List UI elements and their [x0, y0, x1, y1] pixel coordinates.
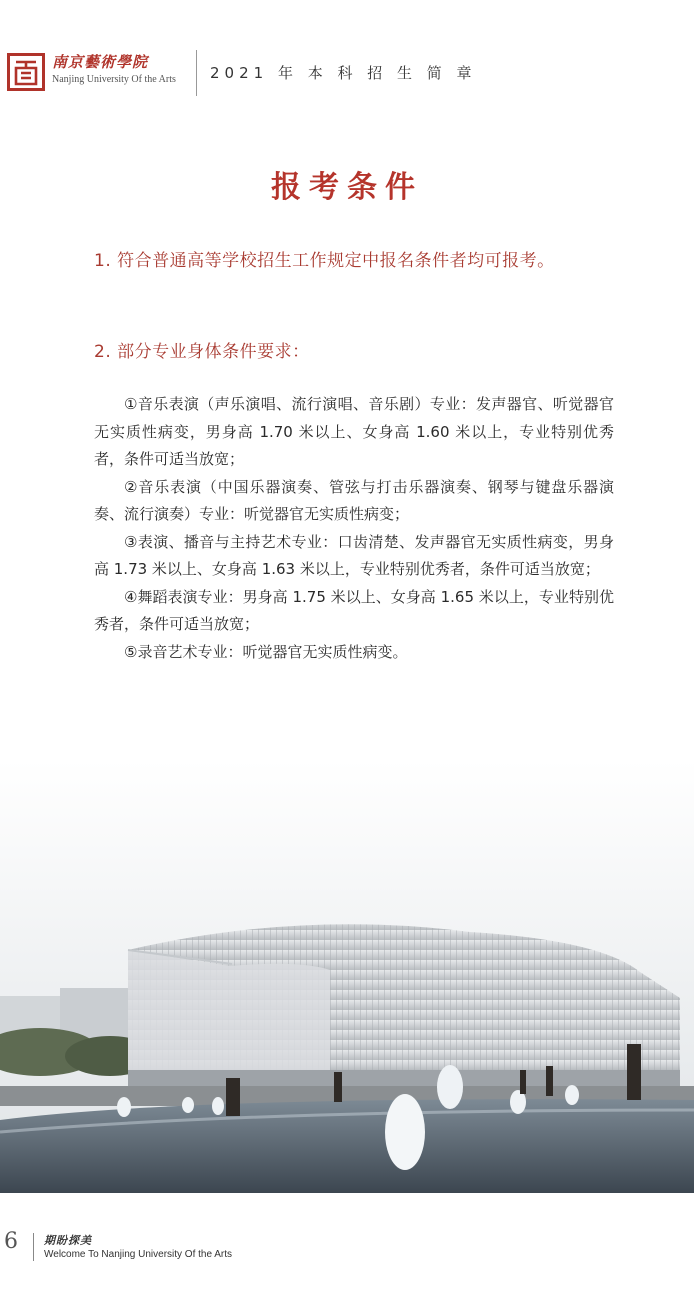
requirement-paragraph: ②音乐表演（中国乐器演奏、管弦与打击乐器演奏、钢琴与键盘乐器演奏、流行演奏）专业：听觉器官无实质性病变；: [94, 477, 614, 523]
university-name-en: Nanjing University Of the Arts: [52, 74, 176, 85]
footer-welcome: Welcome To Nanjing University Of the Arts: [44, 1249, 233, 1260]
brochure-title: 2021 年 本 科 招 生 简 章: [210, 64, 477, 82]
condition-item-1: 1. 符合普通高等学校招生工作规定中报名条件者均可报考。: [94, 251, 555, 271]
page-title: 报考条件: [271, 170, 423, 205]
footer-slogan: 期盼探美: [44, 1234, 92, 1247]
university-name-cn: 南京藝術學院: [52, 53, 149, 71]
requirement-paragraph: ④舞蹈表演专业：男身高 1.75 米以上、女身高 1.65 米以上，专业特别优秀者，条件可适当放宽；: [94, 587, 614, 633]
requirement-paragraph: ③表演、播音与主持艺术专业：口齿清楚、发声器官无实质性病变，男身高 1.73 米以上、女身高 1.63 米以上，专业特别优秀者，条件可适当放宽；: [94, 532, 614, 578]
page-header: [0, 0, 694, 110]
page-number: 6: [4, 1229, 18, 1254]
condition-item-2: 2. 部分专业身体条件要求：: [94, 342, 310, 362]
requirement-paragraph: ⑤录音艺术专业：听觉器官无实质性病变。: [124, 642, 408, 661]
physical-requirements: [94, 391, 614, 666]
requirement-paragraph: ①音乐表演（声乐演唱、流行演唱、音乐剧）专业：发声器官、听觉器官无实质性病变，男身高 1.70 米以上、女身高 1.60 米以上，专业特别优秀者，条件可适当放宽；: [94, 395, 614, 468]
university-logo-icon: [7, 53, 45, 91]
campus-building-photo: [0, 760, 694, 1193]
footer-divider: [33, 1233, 34, 1261]
header-divider: [196, 50, 197, 96]
